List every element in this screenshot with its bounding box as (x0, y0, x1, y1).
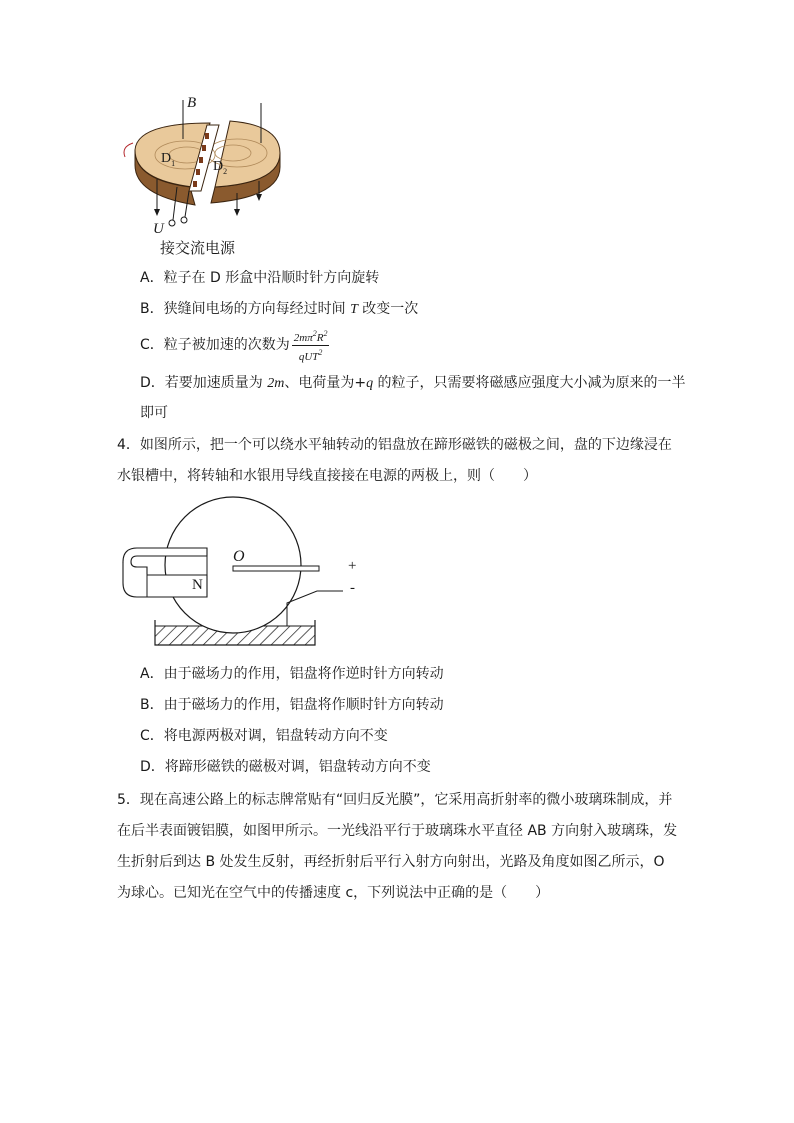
q5-stem-line1: 5．现在高速公路上的标志牌常贴有“回归反光膜”，它采用高折射率的微小玻璃珠制成，并 (117, 792, 673, 808)
fraction: $\frac{2m\pi^2R^2}{qUT^2}$ (293, 328, 328, 363)
disc-figure (115, 495, 375, 655)
q4-stem-line2: 水银槽中，将转轴和水银用导线直接接在电源的两极上，则（ ） (117, 468, 537, 484)
label-b: B (187, 95, 197, 111)
label-u: U (153, 221, 164, 237)
label-o: O (233, 548, 245, 565)
q4-option-a: A．由于磁场力的作用，铝盘将作逆时针方向转动 (140, 666, 444, 682)
q4-option-b: B．由于磁场力的作用，铝盘将作顺时针方向转动 (140, 697, 444, 713)
q5-stem-line2: 在后半表面镀铝膜，如图甲所示。一光线沿平行于玻璃珠水平直径 AB 方向射入玻璃珠，发 (117, 823, 678, 839)
minus-terminal: - (350, 580, 355, 596)
q4-option-d: D．将蹄形磁铁的磁极对调，铝盘转动方向不变 (140, 759, 431, 775)
q3-option-a: A．粒子在 D 形盒中沿顺时针方向旋转 (140, 270, 380, 286)
figure-caption: 接交流电源 (160, 241, 236, 257)
q5-stem-line3: 生折射后到达 B 处发生反射，再经折射后平行入射方向射出，光路及角度如图乙所示，O (117, 854, 665, 870)
q4-option-c: C．将电源两极对调，铝盘转动方向不变 (140, 728, 388, 744)
plus-terminal: + (348, 558, 357, 574)
label-d1: $D_1$ (161, 151, 176, 168)
label-d2: $D_2$ (213, 159, 228, 176)
q3-option-c: C．粒子被加速的次数为 $\frac{2m\pi^2R^2}{qUT^2}$ (140, 328, 328, 363)
q3-option-d: D．若要加速质量为 2m、电荷量为+q 的粒子，只需要将磁感应强度大小减为原来的一半 (140, 375, 686, 391)
label-n: N (192, 577, 203, 593)
q3-option-b: B．狭缝间电场的方向每经过时间 T 改变一次 (140, 301, 419, 317)
q3-option-d-cont: 即可 (140, 405, 168, 421)
q5-stem-line4: 为球心。已知光在空气中的传播速度 c，下列说法中正确的是（ ） (117, 885, 550, 901)
q4-stem-line1: 4．如图所示，把一个可以绕水平轴转动的铝盘放在蹄形磁铁的磁极之间，盘的下边缘浸在 (117, 437, 672, 453)
cyclotron-diagram (115, 95, 290, 245)
disc-diagram (115, 495, 375, 655)
cyclotron-figure (115, 95, 290, 245)
